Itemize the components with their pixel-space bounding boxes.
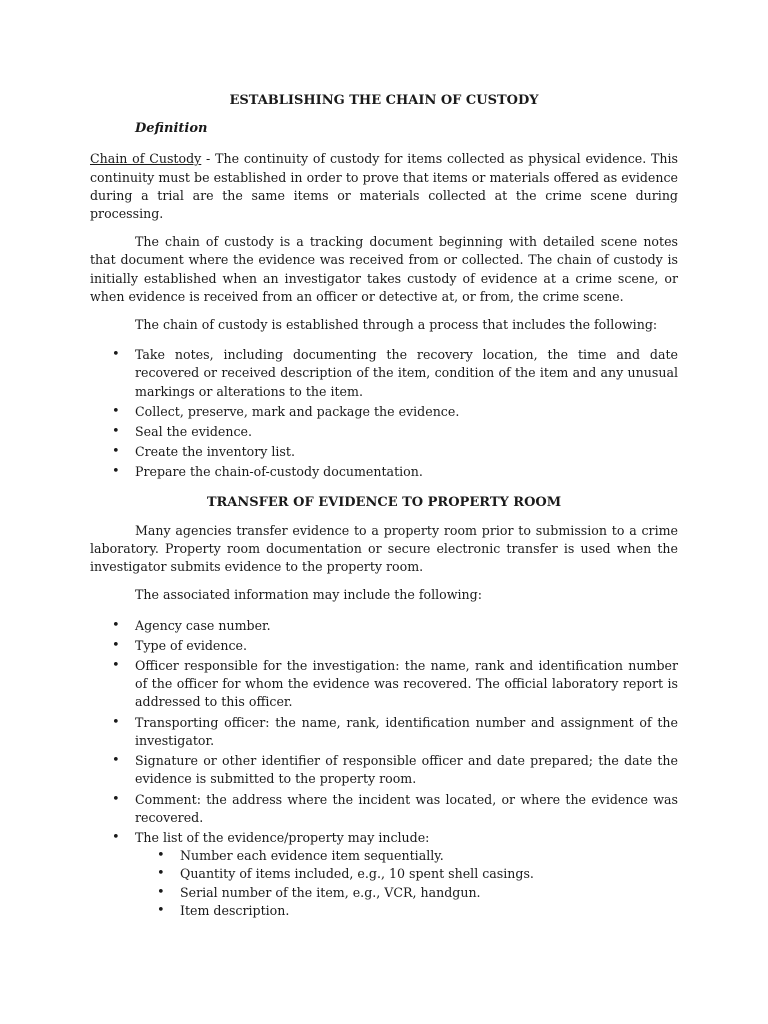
sub-bullet-list bbox=[135, 847, 678, 920]
list-item: • Prepare the chain-of-custody documentation. bbox=[90, 463, 678, 481]
list-item: • Agency case number. bbox=[90, 617, 678, 635]
section-title: ESTABLISHING THE CHAIN OF CUSTODY bbox=[229, 93, 539, 108]
list-item: • Signature or other identifier of responsible officer and date prepared; the date the evidence is submitted to the property room. bbox=[90, 752, 678, 788]
sub-list-item: • Number each evidence item sequentially. bbox=[135, 847, 678, 865]
paragraph: The associated information may include the following: bbox=[135, 587, 482, 603]
list-item: • Take notes, including documenting the recovery location, the time and date recovered or received description of the item, condition of the item and any unusual markings or alterations to the item. bbox=[90, 346, 678, 401]
definition-subtitle: Definition bbox=[135, 121, 208, 137]
sub-list-item: • Serial number of the item, e.g., VCR, handgun. bbox=[135, 884, 678, 902]
list-item-text: The list of the evidence/property may include: bbox=[135, 829, 430, 845]
list-item: • Create the inventory list. bbox=[90, 443, 678, 461]
list-item: • Seal the evidence. bbox=[90, 423, 678, 441]
document-page bbox=[90, 92, 678, 922]
sub-list-item: • Item description. bbox=[135, 902, 678, 920]
sub-list-item: • Quantity of items included, e.g., 10 spent shell casings. bbox=[135, 865, 678, 883]
definition-term: Chain of Custody bbox=[90, 151, 202, 167]
list-item: • Comment: the address where the incident was located, or where the evidence was recovered. bbox=[90, 791, 678, 827]
list-item: • Transporting officer: the name, rank, identification number and assignment of the investigator. bbox=[90, 714, 678, 750]
paragraph: Many agencies transfer evidence to a property room prior to submission to a crime laboratory. Property room documentation or secure electronic transfer is used when the investigator submits evidence to the property room. bbox=[90, 522, 678, 575]
bullet-list bbox=[90, 617, 678, 920]
definition-paragraph bbox=[90, 150, 678, 223]
section-title: TRANSFER OF EVIDENCE TO PROPERTY ROOM bbox=[206, 494, 562, 510]
paragraph: The chain of custody is a tracking document beginning with detailed scene notes that document where the evidence was received from or collected. The chain of custody is initially established when an investigator takes custody of evidence at a crime scene, or when evidence is received from an officer or detective at, or from, the crime scene. bbox=[90, 234, 678, 304]
paragraph: The chain of custody is established through a process that includes the following: bbox=[135, 317, 658, 333]
list-item: • Officer responsible for the investigation: the name, rank and identification number of the officer for whom the evidence was recovered. The official laboratory report is addressed to this officer. bbox=[90, 657, 678, 712]
definition-text: - The continuity of custody for items collected as physical evidence. This continuity must be established in order to prove that items or materials offered as evidence during a trial are the same items or materials collected at the crime scene during processing. bbox=[90, 151, 678, 222]
list-item: • Type of evidence. bbox=[90, 637, 678, 655]
list-item bbox=[90, 829, 678, 920]
bullet-list bbox=[90, 346, 678, 481]
list-item: • Collect, preserve, mark and package the evidence. bbox=[90, 403, 678, 421]
